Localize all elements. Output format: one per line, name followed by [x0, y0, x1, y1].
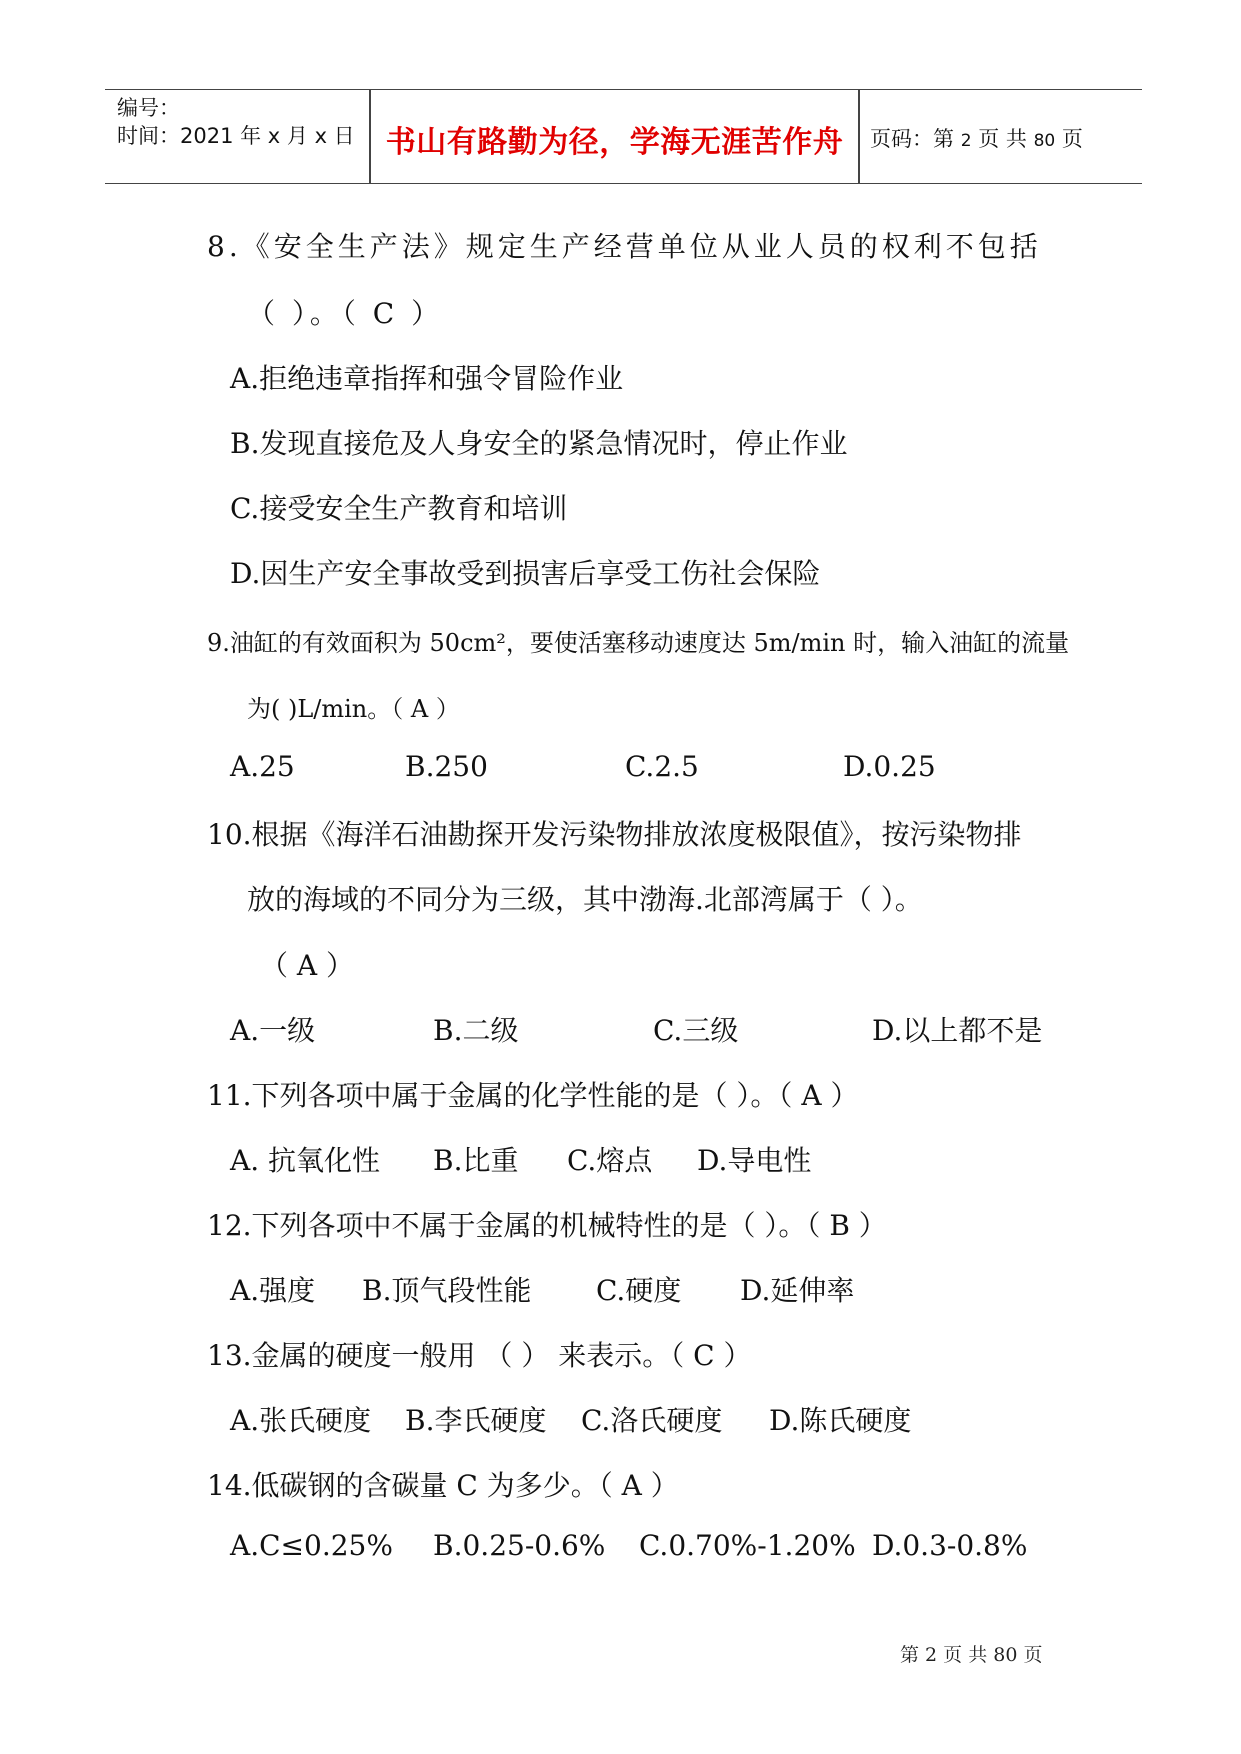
- answer-option: D.以上都不是: [872, 1014, 1043, 1047]
- header-motto: 书山有路勤为径，学海无涯苦作舟: [385, 125, 844, 160]
- answer-option: A.25: [230, 750, 295, 783]
- answer-option: C.接受安全生产教育和培训: [230, 492, 568, 525]
- answer-option: D.陈氏硬度: [769, 1404, 912, 1437]
- answer-option: B.250: [405, 750, 488, 783]
- answer-option: D.0.3-0.8%: [872, 1529, 1028, 1562]
- header-page-info: [870, 123, 1083, 153]
- header-page-total: 80: [1033, 131, 1056, 151]
- answer-option: C.熔点: [567, 1144, 653, 1177]
- question-text: 10.根据《海洋石油勘探开发污染物排放浓度极限值》，按污染物排: [207, 818, 1022, 851]
- header-page-prefix: 页码：第: [870, 127, 954, 151]
- answer-option: D.0.25: [843, 750, 936, 783]
- page-header: [105, 89, 1142, 184]
- answer-option: C.2.5: [625, 750, 699, 783]
- question-text: 8.《安全生产法》规定生产经营单位从业人员的权利不包括: [207, 230, 1042, 263]
- question-text: （ ）。（ C ）: [247, 297, 444, 330]
- answer-option: A.拒绝违章指挥和强令冒险作业: [230, 362, 624, 395]
- header-number-label: 编号：: [117, 96, 180, 120]
- question-text: 11.下列各项中属于金属的化学性能的是（ ）。（ A ）: [207, 1079, 859, 1112]
- header-meta: [117, 94, 355, 150]
- answer-option: D.因生产安全事故受到损害后享受工伤社会保险: [230, 557, 821, 590]
- answer-option: B.李氏硬度: [405, 1404, 547, 1437]
- answer-option: D.延伸率: [740, 1274, 855, 1307]
- answer-option: B.发现直接危及人身安全的紧急情况时，停止作业: [230, 427, 848, 460]
- answer-option: C.三级: [653, 1014, 739, 1047]
- header-page-suffix: 页: [1061, 127, 1083, 151]
- question-text: 14.低碳钢的含碳量 C 为多少。（ A ）: [207, 1469, 679, 1502]
- answer-option: A.强度: [230, 1274, 316, 1307]
- question-text: 12.下列各项中不属于金属的机械特性的是（ ）。（ B ）: [207, 1209, 887, 1242]
- answer-option: D.导电性: [697, 1144, 812, 1177]
- question-text: 13.金属的硬度一般用 （ ） 来表示。（ C ）: [207, 1339, 752, 1372]
- answer-option: A. 抗氧化性: [230, 1144, 381, 1177]
- answer-option: B.二级: [433, 1014, 519, 1047]
- answer-option: A.张氏硬度: [230, 1404, 372, 1437]
- answer-option: A.一级: [230, 1014, 316, 1047]
- question-text: 9.油缸的有效面积为 50cm²，要使活塞移动速度达 5m/min 时，输入油缸的流量: [207, 629, 1070, 657]
- header-divider: [858, 90, 860, 183]
- question-text: 放的海域的不同分为三级，其中渤海.北部湾属于（ ）。: [247, 883, 923, 916]
- answer-option: C.0.70%-1.20%: [639, 1529, 856, 1562]
- answer-option: C.洛氏硬度: [581, 1404, 723, 1437]
- answer-option: C.硬度: [596, 1274, 682, 1307]
- question-text: 为( )L/min。（ A ）: [247, 695, 460, 723]
- answer-option: B.顶气段性能: [362, 1274, 532, 1307]
- question-text: （ A ）: [260, 949, 355, 982]
- header-page-number: 2: [960, 131, 972, 151]
- answer-option: A.C≤0.25%: [230, 1529, 393, 1562]
- header-page-mid: 页 共: [978, 127, 1027, 151]
- page-footer: 第 2 页 共 80 页: [900, 1644, 1043, 1666]
- header-time-label: 时间：2021 年 x 月 x 日: [117, 124, 355, 148]
- answer-option: B.比重: [433, 1144, 519, 1177]
- answer-option: B.0.25-0.6%: [433, 1529, 606, 1562]
